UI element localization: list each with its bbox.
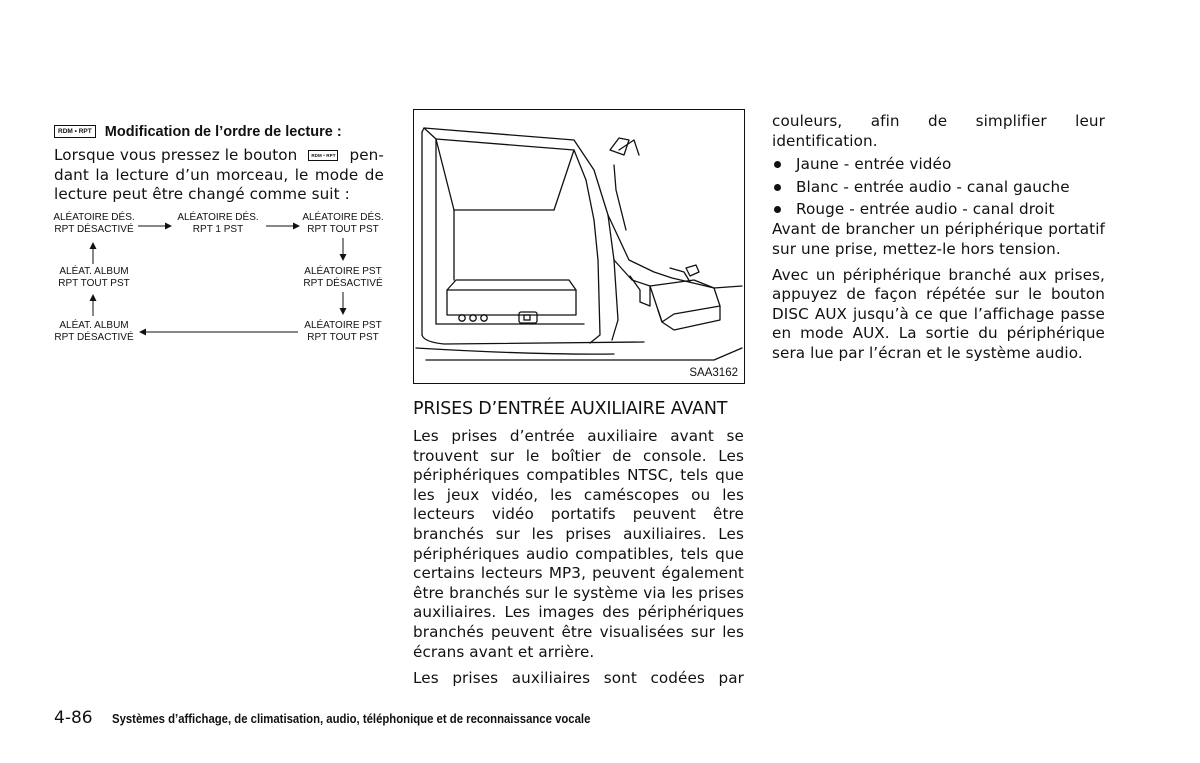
bullet-text: Blanc - entrée audio - canal gauche	[796, 177, 1070, 196]
bullet-text: Jaune - entrée vidéo	[796, 155, 952, 174]
node-line-1: ALÉATOIRE DÉS.	[53, 212, 135, 223]
aux-para-1: Les prises d’entrée auxiliaire avant se trouvent sur le boîtier de console. Les périphériques compatibles NTSC, tels que les jeux vidéo, les caméscopes ou les lecteurs vidéo portatifs peuvent être branchés sur les prises auxiliaires. Les périphériques audio compatibles, tels que certains lecteurs MP3, peuvent également être branchés sur le système via les prises auxiliaires. Les images des périphériques branchés peuvent être visualisées sur les écrans avant et arrière.	[413, 427, 744, 661]
bullet-dot-icon	[774, 206, 781, 213]
diagram-node-random-off-repeat-track	[174, 212, 262, 236]
figure-code: SAA3162	[689, 367, 738, 379]
bullet-dot-icon	[774, 184, 781, 191]
disc-aux-paragraph: Avec un périphérique branché aux prises, appuyez de façon répétée sur le bouton DISC AUX jusqu’à ce que l’affichage passe en mode AUX. La sortie du périphérique sera lue par l’écran et le système audio.	[772, 265, 1105, 362]
color-bullet-list	[772, 153, 1105, 220]
bullet-dot-icon	[774, 161, 781, 168]
diagram-node-random-track-repeat-off	[300, 266, 386, 290]
node-line-1: ALÉATOIRE PST	[304, 320, 382, 331]
node-line-1: ALÉATOIRE PST	[304, 266, 382, 277]
playback-mode-diagram	[50, 208, 390, 348]
intro-text-before: Lorsque vous pressez le bouton	[54, 146, 298, 164]
rdm-rpt-inline-icon: RDM • RPT	[308, 150, 338, 161]
mode-heading-text: Modification de l’ordre de lecture :	[104, 124, 342, 140]
aux-para-2: Les prises auxiliaires sont codées par	[413, 669, 744, 688]
color-intro-continued: couleurs, afin de simplifier leur identification.	[772, 112, 1105, 150]
console-aux-jacks-illustration	[413, 109, 745, 384]
node-line-2: RPT 1 PST	[192, 224, 244, 235]
console-drawing	[414, 110, 744, 383]
diagram-node-random-album-repeat-off	[52, 320, 136, 344]
aux-section-title: PRISES D’ENTRÉE AUXILIAIRE AVANT	[413, 399, 728, 419]
bullet-white	[772, 176, 1105, 198]
power-off-paragraph: Avant de brancher un périphérique portatif sur une prise, mettez-le hors tension.	[772, 220, 1105, 258]
diagram-node-random-track-repeat-all	[300, 320, 386, 344]
bullet-red	[772, 198, 1105, 220]
bullet-text: Rouge - entrée audio - canal droit	[796, 200, 1055, 218]
node-line-2: RPT TOUT PST	[58, 278, 130, 289]
node-line-1: ALÉAT. ALBUM	[59, 320, 129, 331]
node-line-2: RPT TOUT PST	[307, 332, 379, 343]
node-line-1: ALÉATOIRE DÉS.	[302, 212, 384, 223]
diagram-node-random-off-repeat-off	[53, 212, 135, 236]
node-line-2: RPT DÉSACTIVÉ	[303, 278, 383, 289]
diagram-node-random-off-repeat-all	[300, 212, 386, 236]
aux-colors-section	[772, 112, 1105, 364]
chapter-title: Systèmes d’affichage, de climatisation, audio, téléphonique et de reconnaissance vocale	[112, 711, 591, 726]
node-line-2: RPT DÉSACTIVÉ	[54, 332, 134, 343]
diagram-node-random-album-repeat-all	[52, 266, 136, 290]
node-line-2: RPT DÉSACTIVÉ	[54, 224, 134, 235]
aux-description-paragraph	[413, 427, 744, 689]
mode-intro-paragraph	[54, 146, 384, 205]
mode-section-heading	[54, 121, 386, 140]
intro-line-2: dant la lecture d’un morceau, le mode de	[54, 165, 384, 184]
rdm-rpt-button-icon: RDM • RPT	[54, 125, 96, 138]
intro-text-after: pen-	[349, 146, 384, 164]
node-line-2: RPT TOUT PST	[307, 224, 379, 235]
intro-line-3: lecture peut être changé comme suit :	[54, 185, 350, 204]
bullet-yellow	[772, 153, 1105, 175]
page-number: 4-86	[54, 708, 93, 728]
node-line-1: ALÉAT. ALBUM	[59, 266, 129, 277]
node-line-1: ALÉATOIRE DÉS.	[177, 212, 259, 223]
